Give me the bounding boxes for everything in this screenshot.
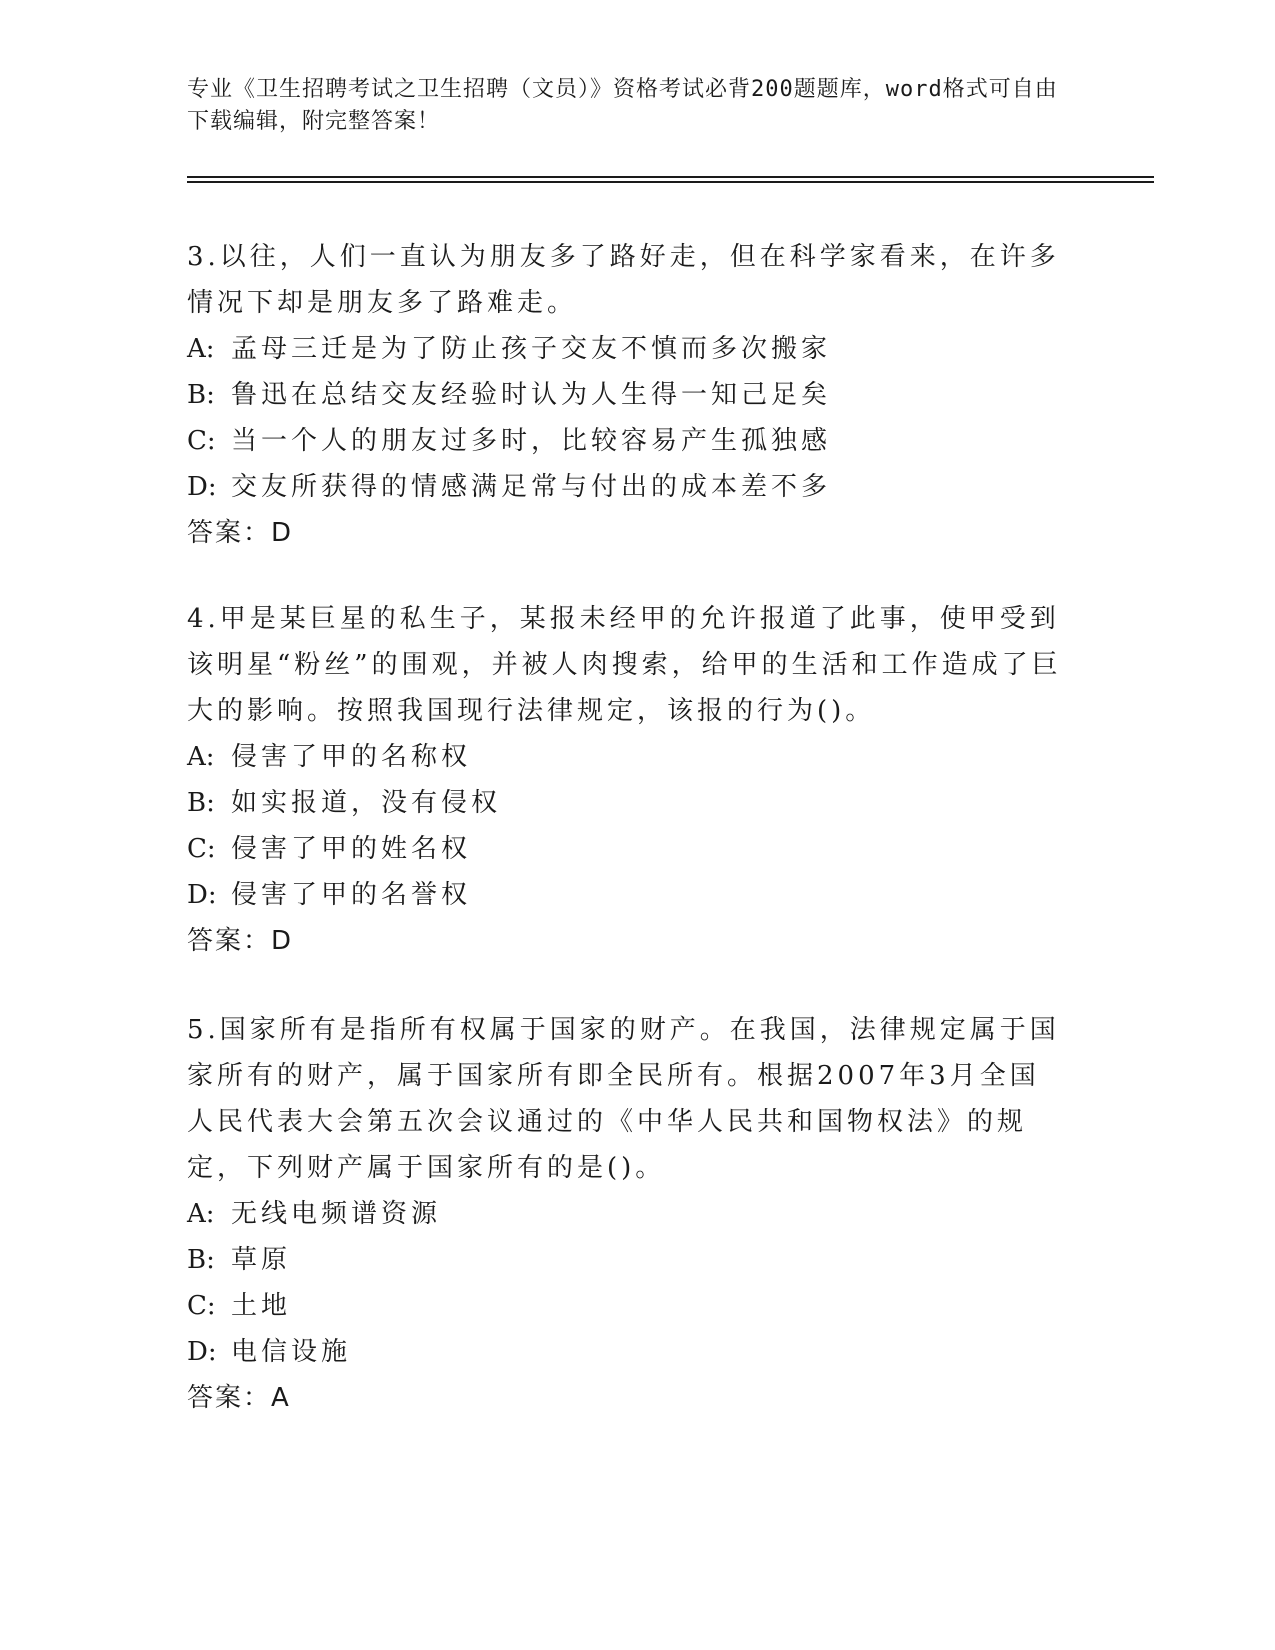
- option-c: [187, 418, 1067, 464]
- option-key: B:: [187, 380, 215, 410]
- option-text: 交友所获得的情感满足常与付出的成本差不多: [231, 472, 832, 502]
- option-text: 孟母三迁是为了防止孩子交友不慎而多次搬家: [231, 334, 832, 364]
- option-text: 侵害了甲的姓名权: [231, 834, 472, 864]
- option-key: B:: [187, 788, 215, 818]
- option-text: 无线电频谱资源: [231, 1199, 442, 1229]
- option-key: A:: [187, 334, 215, 364]
- option-key: C:: [187, 1291, 216, 1321]
- option-b: [187, 780, 1067, 826]
- option-text: 侵害了甲的名称权: [231, 742, 472, 772]
- option-text: 如实报道，没有侵权: [231, 788, 502, 818]
- option-key: D:: [187, 880, 217, 910]
- header-divider: [187, 181, 1154, 183]
- question-stem: 5.国家所有是指所有权属于国家的财产。在我国，法律规定属于国家所有的财产，属于国家所有即全民所有。根据2007年3月全国人民代表大会第五次会议通过的《中华人民共和国物权法》的规定，下列财产属于国家所有的是()。: [187, 1015, 1060, 1183]
- option-d: [187, 464, 1067, 510]
- option-d: [187, 1329, 1067, 1375]
- option-b: [187, 372, 1067, 418]
- option-key: A:: [187, 742, 215, 772]
- option-d: [187, 872, 1067, 918]
- option-key: D:: [187, 472, 217, 502]
- option-b: [187, 1237, 1067, 1283]
- question-item: [187, 1007, 1067, 1421]
- option-text: 土地: [231, 1291, 292, 1321]
- question-item: [187, 596, 1067, 964]
- option-text: 电信设施: [231, 1337, 352, 1367]
- question-stem: 4.甲是某巨星的私生子，某报未经甲的允许报道了此事，使甲受到该明星“粉丝”的围观，并被人肉搜索，给甲的生活和工作造成了巨大的影响。按照我国现行法律规定，该报的行为()。: [187, 604, 1062, 726]
- option-key: C:: [187, 426, 216, 456]
- question-item: [187, 234, 1067, 556]
- option-key: C:: [187, 834, 216, 864]
- option-text: 鲁迅在总结交友经验时认为人生得一知己足矣: [231, 380, 832, 410]
- answer-line: 答案：D: [187, 518, 294, 548]
- answer-line: 答案：A: [187, 1383, 291, 1413]
- answer-line: 答案：D: [187, 926, 294, 956]
- option-a: [187, 734, 1067, 780]
- option-key: D:: [187, 1337, 217, 1367]
- option-key: B:: [187, 1245, 215, 1275]
- question-stem: 3.以往，人们一直认为朋友多了路好走，但在科学家看来，在许多情况下却是朋友多了路难走。: [187, 242, 1060, 318]
- option-text: 草原: [231, 1245, 292, 1275]
- option-c: [187, 1283, 1067, 1329]
- header-divider: [187, 176, 1154, 178]
- option-text: 侵害了甲的名誉权: [231, 880, 472, 910]
- document-header-title: 专业《卫生招聘考试之卫生招聘（文员）》资格考试必背200题题库，word格式可自由下载编辑，附完整答案！: [187, 77, 1058, 134]
- option-key: A:: [187, 1199, 215, 1229]
- option-a: [187, 1191, 1067, 1237]
- option-a: [187, 326, 1067, 372]
- option-text: 当一个人的朋友过多时，比较容易产生孤独感: [231, 426, 832, 456]
- option-c: [187, 826, 1067, 872]
